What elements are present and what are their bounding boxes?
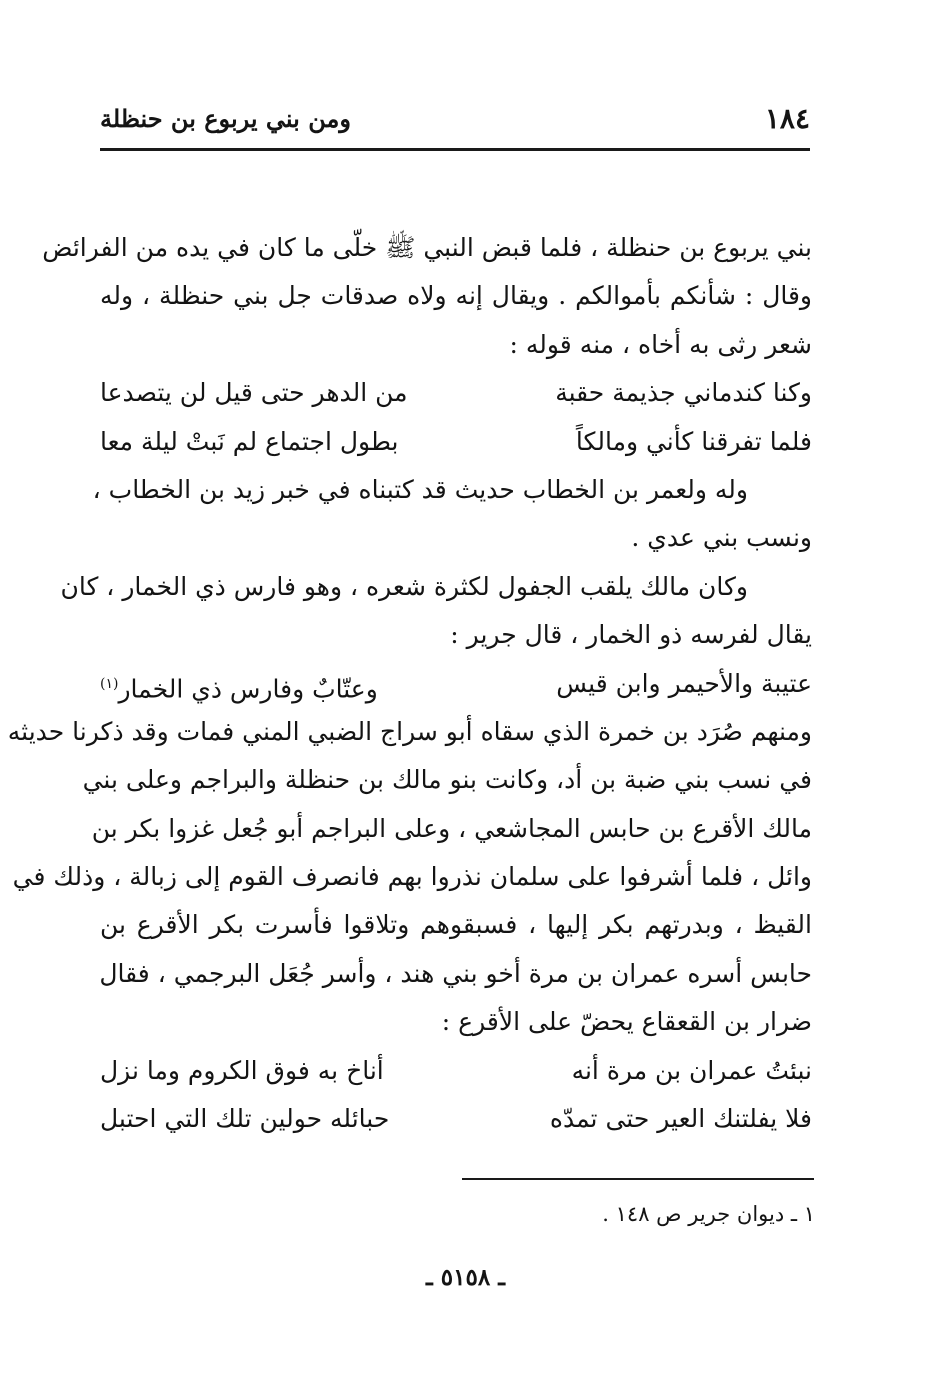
verse-line <box>100 369 812 417</box>
verse-hemistich-second <box>100 660 378 708</box>
running-title: ومن بني يربوع بن حنظلة <box>100 104 351 133</box>
folio-number: ـ ٥١٥٨ ـ <box>426 1264 505 1291</box>
verse-hemistich-second: أناخ به فوق الكروم وما نزل <box>100 1055 384 1085</box>
text-line: حابس أسره عمران بن مرة أخو بني هند ، وأسر جُعَل البرجمي ، فقال <box>99 958 812 988</box>
verse-line <box>100 660 812 708</box>
verse-hemistich-second: حبائله حولين تلك التي احتبل <box>100 1104 390 1134</box>
page-number: ١٨٤ <box>764 102 810 135</box>
verse-hemistich-second: بطول اجتماع لم نَبتْ ليلة معا <box>100 426 399 456</box>
text-line: وقال : شأنكم بأموالكم . ويقال إنه ولاه صدقات جل بني حنظلة ، وله <box>100 281 812 311</box>
footnote: ١ ـ ديوان جرير ص ١٤٨ . <box>602 1202 815 1226</box>
verse-hemistich-first: وكنا كندماني جذيمة حقبة <box>555 378 812 408</box>
text-line: وائل ، فلما أشرفوا على سلمان نذروا بهم فانصرف القوم إلى زبالة ، وذلك في <box>12 862 812 892</box>
text-line: شعر رثى به أخاه ، منه قوله : <box>509 329 812 359</box>
verse-hemistich-second: من الدهر حتى قيل لن يتصدعا <box>100 378 408 408</box>
verse-hemistich-first: فلما تفرقنا كأني ومالكاً <box>575 426 812 456</box>
text-line: ومنهم صُرَد بن خمرة الذي سقاه أبو سراج الضبي المني فمات وقد ذكرنا حديثه <box>7 716 812 746</box>
header-rule <box>100 148 810 151</box>
footnote-rule <box>462 1178 814 1180</box>
verse-line <box>100 1047 812 1095</box>
text-line: وله ولعمر بن الخطاب حديث قد كتبناه في خبر زيد بن الخطاب ، <box>92 474 748 504</box>
text-line: ونسب بني عدي . <box>631 523 812 553</box>
text-line: القيظ ، وبدرتهم بكر إليها ، فسبقوهم وتلاقوا فأسرت بكر الأقرع بن <box>100 910 812 940</box>
verse-hemistich-first: عتيبة والأحيمر وابن قيس <box>556 668 812 698</box>
verse-line <box>100 1095 812 1143</box>
text-line: ضرار بن القعقاع يحضّ على الأقرع : <box>441 1007 812 1037</box>
verse-line <box>100 418 812 466</box>
footnote-marker: (١) <box>100 675 119 692</box>
text-line: بني يربوع بن حنظلة ، فلما قبض النبي ﷺ خلّى ما كان في يده من الفرائض <box>42 233 812 262</box>
page-header <box>100 98 810 144</box>
main-text <box>7 224 812 1143</box>
verse-hemistich-first: فلا يفلتنك العير حتى تمدّه <box>549 1104 812 1134</box>
text-line: في نسب بني ضبة بن أد، وكانت بنو مالك بن حنظلة والبراجم وعلى بني <box>82 765 812 795</box>
text-line: مالك الأقرع بن حابس المجاشعي ، وعلى البراجم أبو جُعل غزوا بكر بن <box>91 813 812 843</box>
text-line: وكان مالك يلقب الجفول لكثرة شعره ، وهو فارس ذي الخمار ، كان <box>60 571 748 601</box>
verse-hemistich-first: نبئتُ عمران بن مرة أنه <box>571 1055 812 1085</box>
text-line: يقال لفرسه ذو الخمار ، قال جرير : <box>450 620 812 650</box>
verse-hemistich-text: وعتّابٌ وفارس ذي الخمار <box>118 673 378 703</box>
